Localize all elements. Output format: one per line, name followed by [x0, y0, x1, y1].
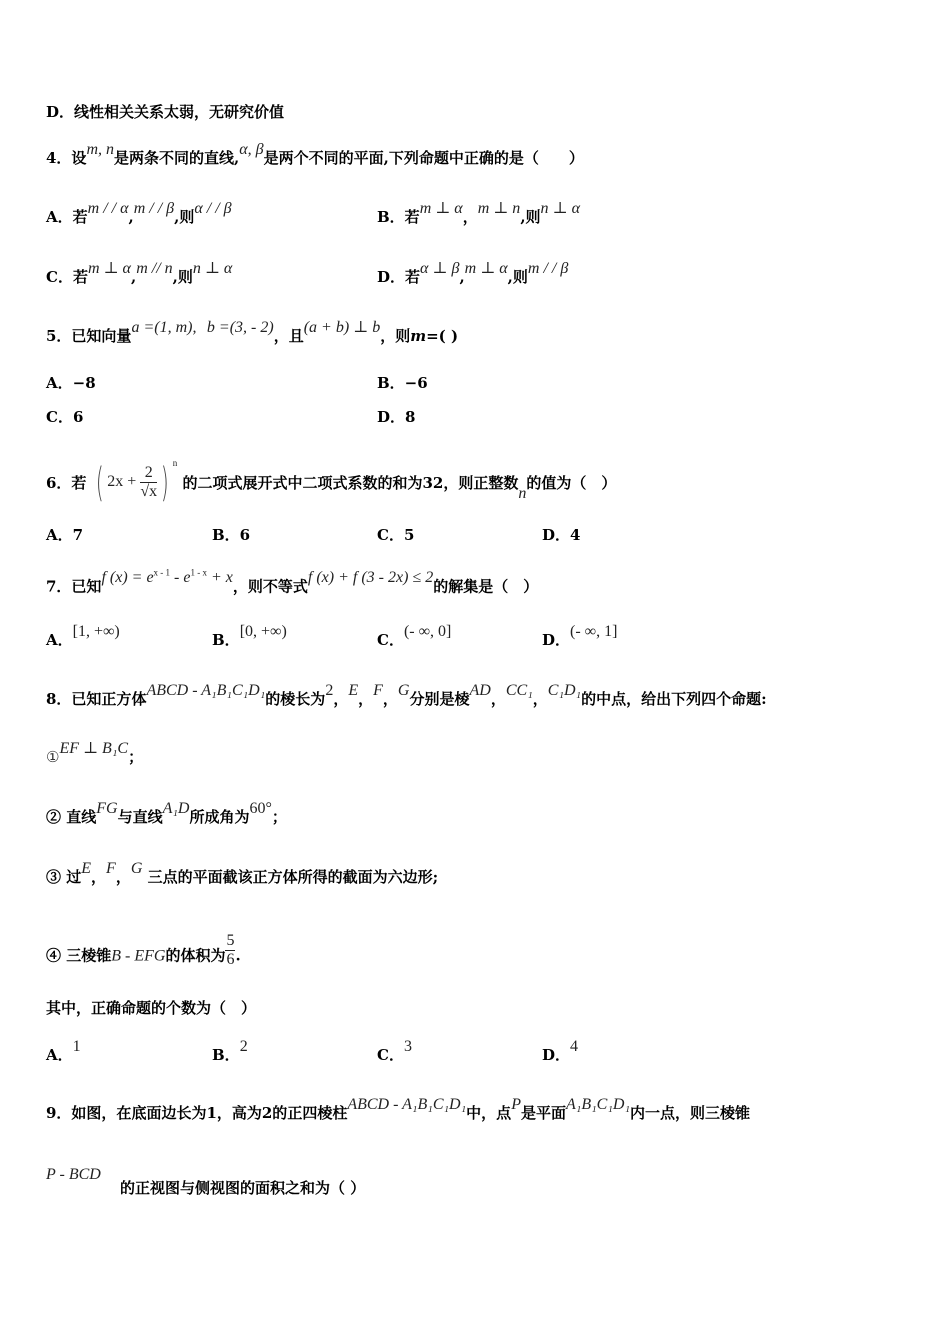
- q9-pyramid: P - BCD: [46, 1166, 101, 1183]
- q4-b-e3: n ⊥ α: [540, 200, 580, 217]
- q8-text-3: 的中点，给出下列四个命题:: [581, 690, 767, 708]
- q4-c-e3: n ⊥ α: [192, 260, 233, 277]
- q6-expr-a: 2x +: [107, 473, 137, 491]
- q8-p4-den: 6: [226, 951, 235, 968]
- q4-b-label: B．若: [377, 208, 420, 226]
- q9-point-p: P: [511, 1096, 521, 1113]
- q5-pre: 5．已知向量: [46, 327, 132, 345]
- q9-pre: 9．如图，在底面边长为1，高为2的正四棱柱: [46, 1104, 348, 1122]
- q9-stem: [46, 1096, 751, 1124]
- q8-prop-2: [46, 800, 287, 828]
- q8-p2-text: 与直线: [117, 808, 163, 826]
- q8-p2-a1d: A₁D: [162, 800, 190, 817]
- q4-b-e1: m ⊥ α: [419, 200, 463, 217]
- q6-option-c: C．5: [377, 526, 415, 544]
- q8-p3-text: 三点的平面截该正方体所得的截面为六边形;: [147, 868, 439, 886]
- q8-c-label: C．: [377, 1046, 404, 1064]
- q7-pre: 7．已知: [46, 577, 102, 596]
- q7-a-label: A．: [46, 631, 73, 649]
- q5-vector-a: a =(1, m),: [131, 319, 197, 336]
- q6-option-b: B．6: [212, 526, 251, 544]
- q8-prop-4: [46, 932, 241, 975]
- q4-d-then: ,则: [507, 268, 528, 286]
- q8-p3-e: E: [81, 860, 92, 877]
- q4-b-then: ,则: [520, 208, 541, 226]
- q9-stem-2: [46, 1166, 101, 1187]
- q6-pre: 6．若: [46, 474, 87, 493]
- q7-option-b: [212, 623, 287, 651]
- q8-p3-mark: ③ 过: [46, 868, 82, 886]
- q8-p4-num: 5: [226, 932, 235, 949]
- q8-p3-g: G: [130, 860, 143, 877]
- q4-math-ab: α, β: [239, 141, 264, 158]
- q4-d-e3: m / / β: [527, 260, 569, 277]
- q8-option-a: [46, 1038, 81, 1066]
- q7-sup-2: 1 - x: [190, 568, 207, 578]
- q9-text-2: 是平面: [520, 1104, 566, 1122]
- q8-p2-mark: ② 直线: [46, 808, 97, 826]
- q7-d-value: (- ∞, 1]: [570, 623, 618, 640]
- q6-frac-num: 2: [140, 464, 157, 483]
- q8-prop-1: [46, 740, 144, 768]
- q7-option-a: [46, 623, 120, 651]
- q4-c-then: ,则: [172, 268, 193, 286]
- q6-fraction: [140, 464, 157, 501]
- q8-cube: ABCD - A₁B₁C₁D₁: [146, 682, 266, 699]
- q4-b-e2: m ⊥ n: [477, 200, 521, 217]
- q6-text-1: 的二项式展开式中二项式系数的和为32，则正整数: [182, 474, 519, 493]
- q8-text-2: 分别是棱: [409, 690, 470, 708]
- q8-edge-c1d1: C₁D₁: [547, 682, 582, 699]
- q8-p2-fg: FG: [96, 800, 118, 817]
- q6-option-d: D．4: [542, 526, 581, 544]
- q7-a-value: [1, +∞): [72, 623, 120, 640]
- q5-option-b: B．−6: [377, 374, 428, 392]
- q4-option-b: B．若m ⊥ α，m ⊥ n,则n ⊥ α: [377, 200, 580, 226]
- q5-stem: [46, 319, 459, 347]
- q7-function: [101, 569, 232, 586]
- q4-a-e1: m / / α: [87, 200, 129, 217]
- q8-c-value: 3: [403, 1038, 412, 1055]
- q4-d-label: D．若: [377, 268, 421, 286]
- q7-c-value: (- ∞, 0]: [403, 623, 452, 640]
- q8-point-f: F: [373, 682, 383, 699]
- q8-option-b: [212, 1038, 248, 1066]
- q6-stem: [46, 457, 617, 506]
- q7-text-1: ，则不等式: [232, 577, 308, 596]
- q8-p3-f: F: [106, 860, 116, 877]
- q8-p4-expr: B - EFG: [111, 947, 166, 965]
- q5-option-a: A．−8: [46, 374, 96, 392]
- q4-c-label: C．若: [46, 268, 88, 286]
- q8-point-e: E: [348, 682, 359, 699]
- q8-p2-end: ；: [271, 808, 287, 826]
- q8-p1-expr: EF ⊥ B₁C: [59, 740, 129, 757]
- q9-plane: A₁B₁C₁D₁: [565, 1096, 631, 1113]
- q7-func-a: f (x) = e: [101, 569, 154, 587]
- q5-option-c: C．6: [46, 408, 84, 426]
- q7-option-c: [377, 623, 452, 651]
- q6-exponent: n: [172, 457, 178, 468]
- q7-d-label: D．: [542, 631, 571, 649]
- q8-p4-mark: ④ 三棱锥: [46, 946, 112, 965]
- q7-option-d: [542, 623, 618, 651]
- q8-p1-mark: ①: [46, 748, 60, 766]
- q8-length: 2: [325, 682, 334, 699]
- q8-ask: 其中，正确命题的个数为（ ）: [46, 999, 257, 1017]
- q5-option-d: D．8: [377, 408, 416, 426]
- q4-c-e2: m // n: [136, 260, 173, 277]
- q8-a-value: 1: [72, 1038, 81, 1055]
- q8-p4-text: 的体积为: [165, 946, 226, 965]
- q8-stem: 8．已知正方体ABCD - A₁B₁C₁D₁的棱长为2，E，F，G分别是棱AD，CC₁，C₁D₁的中点，给出下列四个命题:: [46, 682, 767, 708]
- q5-text-2: ，则: [380, 327, 411, 345]
- q4-d-e1: α ⊥ β: [420, 260, 460, 277]
- q4-math-mn: m, n: [86, 141, 114, 158]
- q4-option-c: C．若m ⊥ α,m // n,则n ⊥ α: [46, 260, 233, 286]
- q4-a-label: A．若: [46, 208, 88, 226]
- q8-edge-cc1: CC₁: [505, 682, 533, 699]
- q7-sup-1: x - 1: [153, 568, 171, 578]
- q7-c-label: C．: [377, 631, 404, 649]
- q6-expression: ( 2x + $\frac{2}{√x}$ ) $^n$: [95, 457, 178, 506]
- q8-text-1: 的棱长为: [265, 690, 326, 708]
- q4-c-e1: m ⊥ α: [87, 260, 131, 277]
- q8-p1-end: ；: [128, 748, 144, 766]
- q8-b-label: B．: [212, 1046, 240, 1064]
- q8-d-value: 4: [570, 1038, 579, 1055]
- q7-text-2: 的解集是（ ）: [433, 577, 539, 596]
- q3-option-d: D．线性相关关系太弱，无研究价值: [46, 103, 285, 121]
- q5-text-1: ，且: [273, 327, 304, 345]
- q6-text-2: 的值为（ ）: [526, 474, 617, 493]
- q8-pre: 8．已知正方体: [46, 690, 147, 708]
- q8-p4-end: .: [235, 946, 241, 965]
- q8-prop-3: ③ 过E，F，G 三点的平面截该正方体所得的截面为六边形;: [46, 860, 439, 886]
- q9-prism: ABCD - A₁B₁C₁D₁: [347, 1096, 467, 1113]
- q4-text-2: 是两个不同的平面,下列命题中正确的是（ ）: [263, 149, 584, 167]
- q8-point-g: G: [397, 682, 410, 699]
- q4-a-then: ,则: [174, 208, 195, 226]
- q8-p4-fraction: [225, 932, 235, 969]
- q4-option-a: A．若m / / α,m / / β,则α / / β: [46, 200, 232, 226]
- q8-p2-angle: 60°: [249, 800, 272, 817]
- q9-ask: 的正视图与侧视图的面积之和为（ ）: [120, 1179, 366, 1197]
- q5-vector-b: b =(3, - 2): [206, 319, 274, 336]
- q6-n-var: n: [518, 485, 527, 503]
- q8-b-value: 2: [239, 1038, 248, 1055]
- q8-option-d: [542, 1038, 579, 1066]
- q4-pre: 4．设: [46, 149, 87, 167]
- q4-option-d: D．若α ⊥ β,m ⊥ α,则m / / β: [377, 260, 569, 286]
- q7-func-b: - e: [170, 569, 191, 587]
- q5-condition: (a + b) ⊥ b: [303, 319, 381, 336]
- q7-func-c: + x: [206, 569, 233, 587]
- q4-d-e2: m ⊥ α: [464, 260, 508, 277]
- q6-option-a: A．7: [46, 526, 84, 544]
- q5-text-3: =( ): [426, 327, 459, 345]
- q4-stem: [46, 141, 584, 169]
- q5-m-var: m: [410, 327, 427, 345]
- q4-text-1: 是两条不同的直线,: [114, 149, 240, 167]
- q8-option-c: [377, 1038, 412, 1066]
- q8-d-label: D．: [542, 1046, 571, 1064]
- q7-inequality: f (x) + f (3 - 2x) ≤ 2: [307, 569, 434, 587]
- q6-frac-den: √x: [140, 483, 158, 500]
- q8-edge-ad: AD: [469, 682, 491, 699]
- q7-b-label: B．: [212, 631, 240, 649]
- q7-b-value: [0, +∞): [239, 623, 287, 640]
- q8-p2-text-2: 所成角为: [189, 808, 250, 826]
- q9-text-3: 内一点，则三棱锥: [630, 1104, 751, 1122]
- q8-a-label: A．: [46, 1046, 73, 1064]
- q4-a-e2: m / / β: [133, 200, 175, 217]
- q7-stem: [46, 568, 539, 597]
- q9-text-1: 中，点: [466, 1104, 512, 1122]
- q4-a-e3: α / / β: [194, 200, 232, 217]
